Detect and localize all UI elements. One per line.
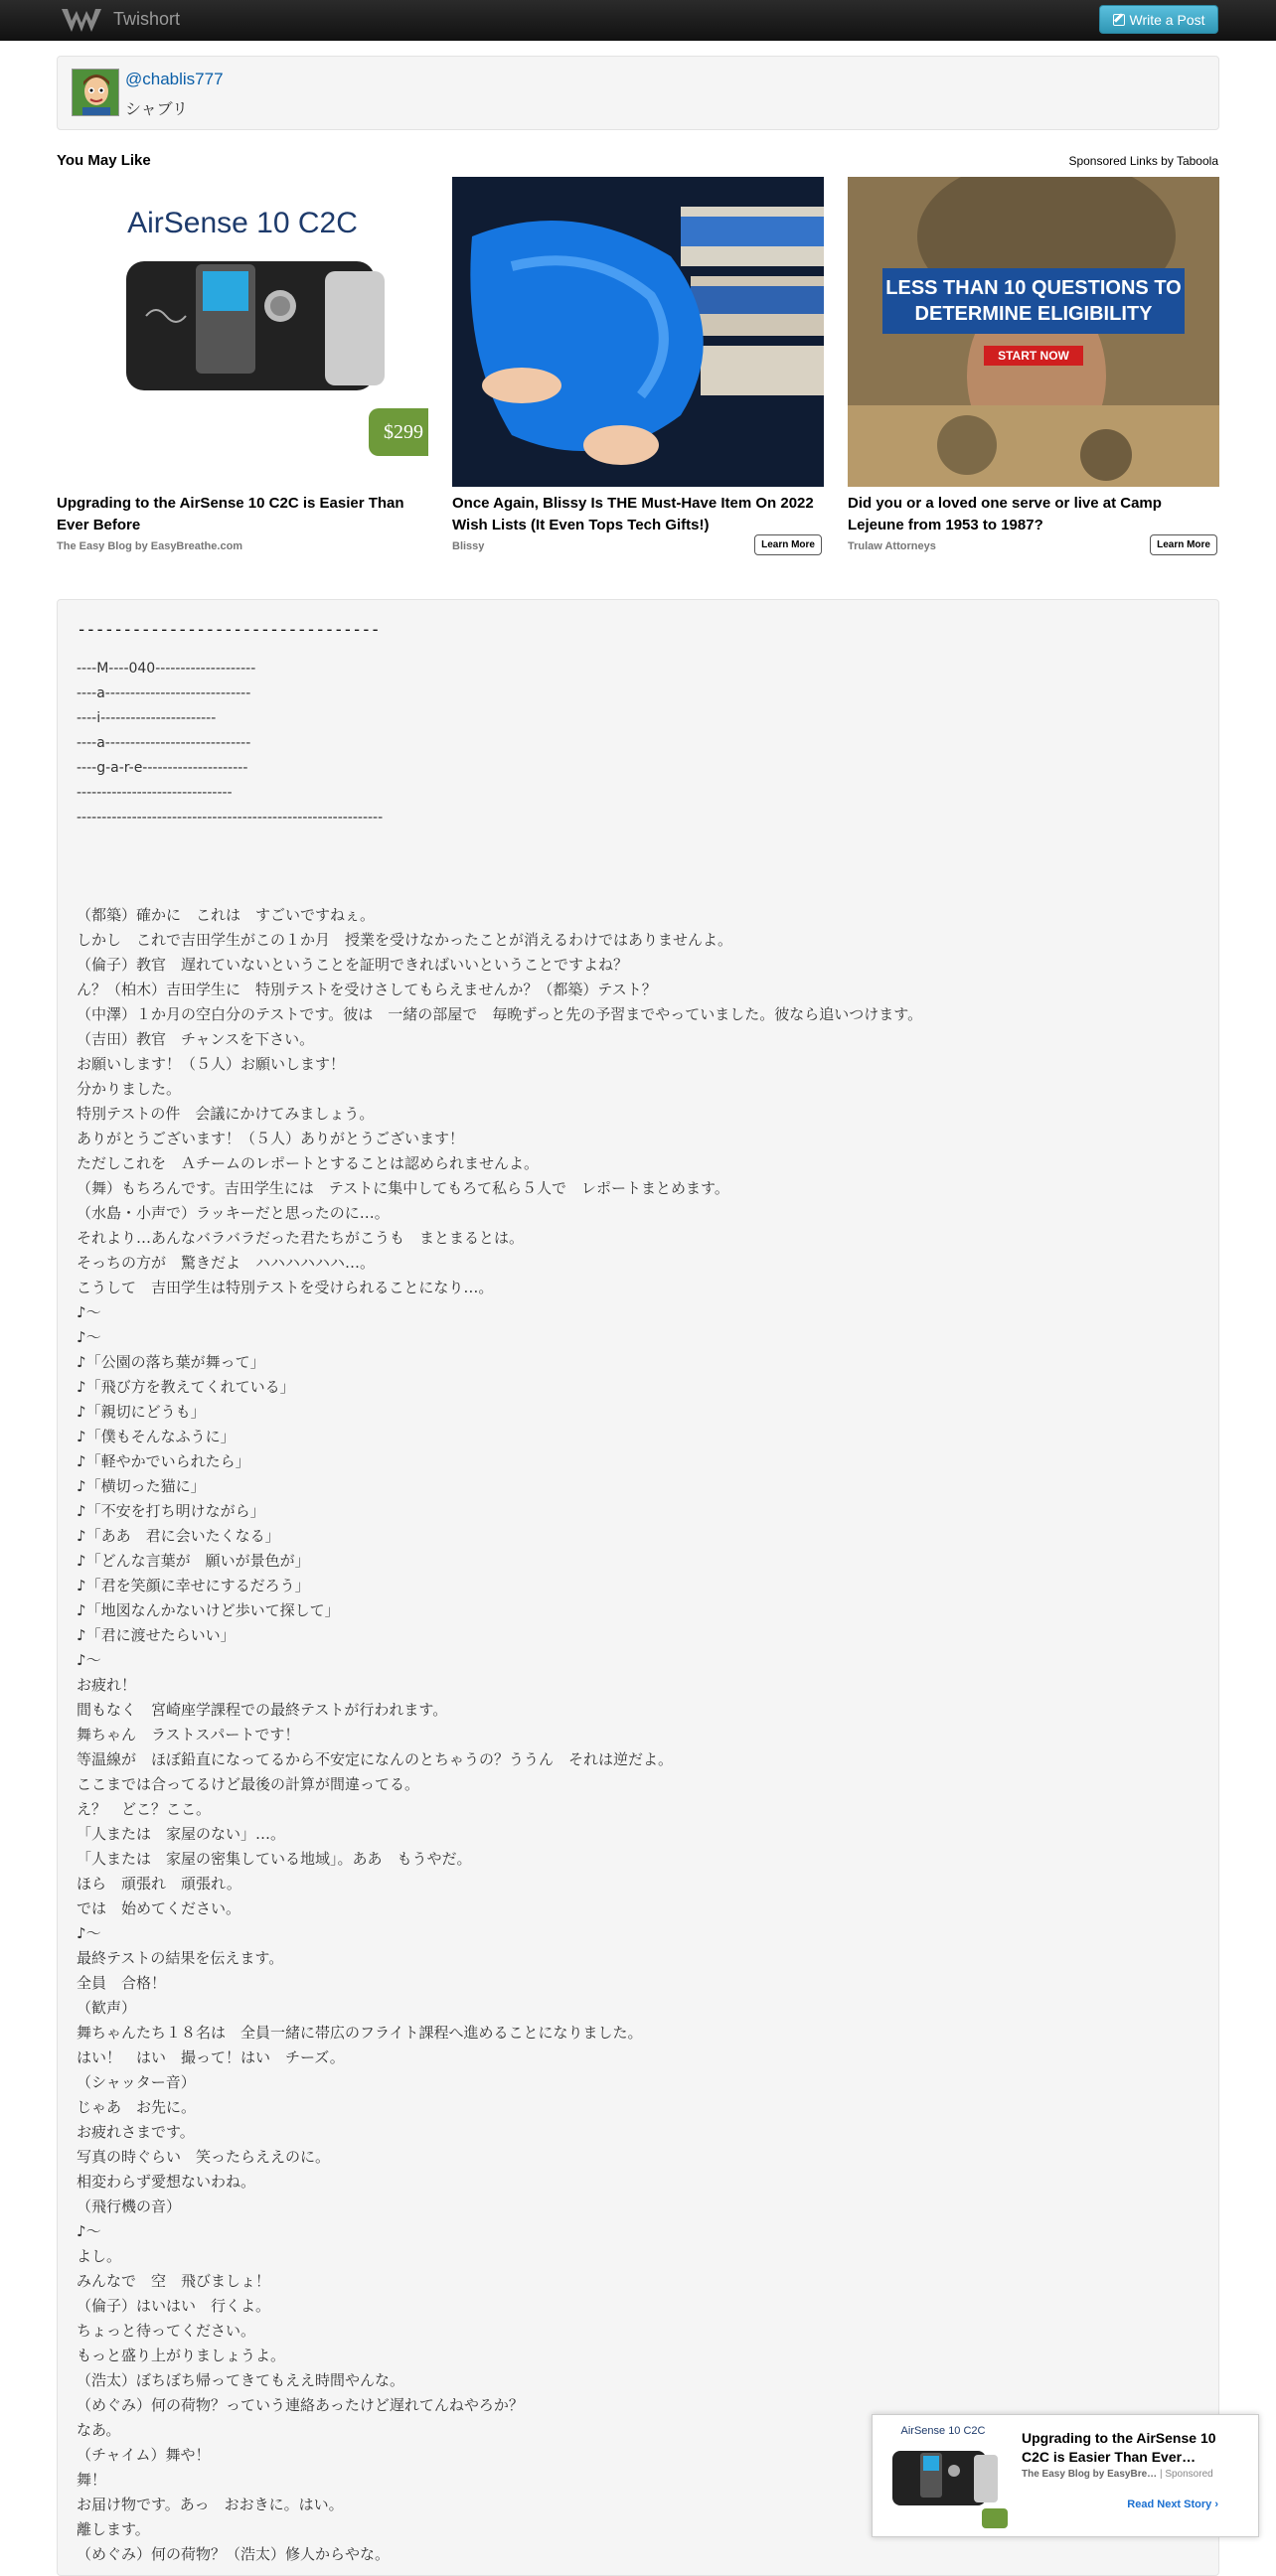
post-line: （倫子）教官 遅れていないということを証明できればいいということですよね？ <box>77 956 629 974</box>
author-handle-link[interactable]: @chablis777 <box>125 70 224 88</box>
learn-more-button[interactable]: Learn More <box>1150 534 1217 555</box>
post-line: （めぐみ）何の荷物？（浩太）修人からやな。 <box>77 2545 391 2563</box>
post-header-line: ----i----------------------- <box>77 710 217 726</box>
post-line: ほら 頑張れ 頑張れ。 <box>77 1875 241 1893</box>
post-line: （歓声） <box>77 1999 137 2017</box>
post-line: なあ。 <box>77 2421 121 2439</box>
post-line: （浩太）ぼちぼち帰ってきてもええ時間やんな。 <box>77 2371 405 2389</box>
ad-source[interactable]: The Easy Blog by EasyBreathe.com <box>57 540 243 552</box>
sponsored-links-label[interactable]: Sponsored Links by Taboola <box>1068 154 1218 168</box>
post-line: ♪「ああ 君に会いたくなる」 <box>77 1527 280 1545</box>
post-header-line: ----M----040-------------------- <box>77 661 256 677</box>
learn-more-button[interactable]: Learn More <box>754 534 822 555</box>
ad-image-caption: AirSense 10 C2C <box>127 207 358 239</box>
post-line: （倫子）はいはい 行くよ。 <box>77 2297 271 2315</box>
post-line: 最終テストの結果を伝えます。 <box>77 1949 284 1967</box>
post-line: そっちの方が 驚きだよ ハハハハハハ…。 <box>77 1254 376 1272</box>
sponsored-badge: | Sponsored <box>1159 2469 1213 2480</box>
post-line: はい！ はい 撮って！はい チーズ。 <box>77 2048 345 2066</box>
post-line: ただしこれを Ａチームのレポートとすることは認められませんよ。 <box>77 1154 540 1172</box>
post-line: ♪～ <box>77 1651 101 1669</box>
post-line: じゃあ お先に。 <box>77 2098 197 2116</box>
post-body <box>77 903 922 2567</box>
post-line: 特別テストの件 会議にかけてみましょう。 <box>77 1105 375 1123</box>
start-now-label: START NOW <box>998 349 1069 363</box>
post-line: ♪「地図なんかないけど歩いて探して」 <box>77 1601 340 1619</box>
post-header-line: ----g-a-r-e--------------------- <box>77 760 248 776</box>
author-panel <box>57 56 1219 130</box>
post-line: 舞！ <box>77 2471 107 2489</box>
post-line: 写真の時ぐらい 笑ったらええのに。 <box>77 2148 331 2166</box>
post-line: （舞）もちろんです。吉田学生には テストに集中してもろて私ら５人で レポートまとめます。 <box>77 1179 729 1197</box>
post-line: 「人または 家屋の密集している地域」。ああ もうやだ。 <box>77 1850 472 1868</box>
post-line: ♪「僕もそんなふうに」 <box>77 1428 236 1445</box>
ad-image[interactable] <box>452 177 824 487</box>
post-line: ♪「どんな言葉が 願いが景色が」 <box>77 1552 310 1570</box>
write-post-label: Write a Post <box>1129 11 1205 28</box>
post-header-line: ------------------------------------------------------------- <box>77 810 384 826</box>
post-line: 相変わらず愛想ないわね。 <box>77 2173 256 2191</box>
post-line: しかし これで吉田学生がこの１か月 授業を受けなかったことが消えるわけではありませんよ。 <box>77 931 733 949</box>
post-line: お疲れ！ <box>77 1676 137 1694</box>
post-line: お届け物です。あっ おおきに。はい。 <box>77 2496 344 2513</box>
recommendation-card[interactable] <box>57 177 428 552</box>
post-line: （めぐみ）何の荷物？っていう連絡あったけど遅れてんねやろか？ <box>77 2396 524 2414</box>
post-line: ♪「親切にどうも」 <box>77 1403 206 1421</box>
post-line: ♪「飛び方を教えてくれている」 <box>77 1378 295 1396</box>
post-line: （飛行機の音） <box>77 2197 182 2215</box>
avatar-image-icon <box>73 70 119 116</box>
ad-source[interactable]: Blissy <box>452 540 485 552</box>
post-line: （水島・小声で）ラッキーだと思ったのに…。 <box>77 1204 390 1222</box>
author-display-name: シャブリ <box>125 99 189 118</box>
post-line: 分かりました。 <box>77 1080 182 1098</box>
post-line: よし。 <box>77 2247 122 2265</box>
next-story-image-caption: AirSense 10 C2C <box>900 2425 986 2437</box>
post-line: ♪「軽やかでいられたら」 <box>77 1452 250 1470</box>
post-line: （シャッター音） <box>77 2073 196 2091</box>
post-line: ちょっと待ってください。 <box>77 2322 256 2340</box>
post-line: それより…あんなバラバラだった君たちがこうも まとまるとは。 <box>77 1229 525 1247</box>
post-line: 間もなく 宮崎座学課程での最終テストが行われます。 <box>77 1701 448 1719</box>
ad-title[interactable]: Upgrading to the AirSense 10 C2C is Easier Than Ever Before <box>57 495 404 533</box>
edit-icon <box>1113 14 1125 26</box>
next-story-widget[interactable] <box>872 2414 1259 2537</box>
top-navbar <box>0 0 1276 41</box>
post-line: みんなで 空 飛びましょ！ <box>77 2272 271 2290</box>
post-line: （中澤）１か月の空白分のテストです。彼は 一緒の部屋で 毎晩ずっと先の予習までやっていました。彼なら追いつけます。 <box>77 1005 923 1023</box>
avatar[interactable] <box>72 69 119 116</box>
ad-image[interactable] <box>57 177 428 487</box>
recommendations-title: You May Like <box>57 152 151 169</box>
post-header-line: ----a----------------------------- <box>77 735 251 751</box>
next-story-source <box>1022 2469 1213 2480</box>
post-header-block <box>77 657 383 831</box>
post-content <box>57 599 1219 2576</box>
post-line: 等温線が ほぼ鉛直になってるから不安定になんのとちゃうの？ううん それは逆だよ。 <box>77 1750 674 1768</box>
post-line: では 始めてください。 <box>77 1899 241 1917</box>
price-tag-label: $299 <box>384 420 423 443</box>
post-divider: --------------------------------- <box>77 620 380 640</box>
brand-name[interactable]: Twishort <box>113 9 181 29</box>
ad-image[interactable] <box>848 177 1219 487</box>
eligibility-banner <box>882 268 1185 334</box>
post-line: ♪「公園の落ち葉が舞って」 <box>77 1353 265 1371</box>
post-line: もっと盛り上がりましょうよ。 <box>77 2347 286 2364</box>
cpap-device-icon <box>878 2421 1008 2532</box>
post-line: ♪～ <box>77 2222 101 2240</box>
post-line: お願いします！（５人）お願いします！ <box>77 1055 346 1073</box>
post-line: 全員 合格！ <box>77 1974 167 1992</box>
post-line: ♪～ <box>77 1924 101 1942</box>
eligibility-banner-text: LESS THAN 10 QUESTIONS TO DETERMINE ELIGIBILITY <box>885 277 1182 325</box>
recommendation-card[interactable] <box>452 177 824 552</box>
next-story-source-name[interactable]: The Easy Blog by EasyBre… <box>1022 2469 1158 2480</box>
post-line: 離します。 <box>77 2520 150 2538</box>
ad-source[interactable]: Trulaw Attorneys <box>848 540 936 552</box>
start-now-badge <box>984 346 1083 366</box>
next-story-title[interactable]: Upgrading to the AirSense 10 C2C is Easier Than Ever… <box>1022 2430 1216 2465</box>
ad-title[interactable]: Did you or a loved one serve or live at Camp Lejeune from 1953 to 1987? <box>848 495 1162 533</box>
price-tag <box>369 408 428 456</box>
post-line: ♪「君に渡せたらいい」 <box>77 1626 236 1644</box>
ad-title[interactable]: Once Again, Blissy Is THE Must-Have Item On 2022 Wish Lists (It Even Tops Tech Gifts!) <box>452 495 814 533</box>
post-line: 舞ちゃん ラストスパートです！ <box>77 1726 300 1743</box>
post-line: （チャイム）舞や！ <box>77 2446 211 2464</box>
post-line: （吉田）教官 チャンスを下さい。 <box>77 1030 315 1048</box>
post-line: ♪「横切った猫に」 <box>77 1477 206 1495</box>
post-header-line: ----a----------------------------- <box>77 685 251 701</box>
post-line: お疲れさまです。 <box>77 2123 195 2141</box>
post-line: 舞ちゃんたち１８名は 全員一緒に帯広のフライト課程へ進めることになりました。 <box>77 2024 643 2042</box>
read-next-story-link[interactable]: Read Next Story › <box>1127 2499 1218 2510</box>
post-line: こうして 吉田学生は特別テストを受けられることになり…。 <box>77 1279 494 1296</box>
post-line: ♪「君を笑顔に幸せにするだろう」 <box>77 1577 310 1594</box>
post-line: ♪～ <box>77 1328 101 1346</box>
silk-pillowcase-icon <box>452 177 824 487</box>
next-story-image[interactable] <box>878 2421 1008 2532</box>
post-header-line: ------------------------------- <box>77 785 233 801</box>
recommendation-card[interactable] <box>848 177 1219 552</box>
post-line: え？ どこ？ここ。 <box>77 1800 212 1818</box>
post-line: ん？（柏木）吉田学生に 特別テストを受けさしてもらえませんか？（都築）テスト？ <box>77 981 657 998</box>
post-line: （都築）確かに これは すごいですねぇ。 <box>77 906 376 924</box>
twishort-logo-icon[interactable] <box>60 7 103 34</box>
post-line: ♪～ <box>77 1303 101 1321</box>
post-line: ♪「不安を打ち明けながら」 <box>77 1502 265 1520</box>
write-post-button[interactable] <box>1099 5 1218 34</box>
post-line: ありがとうございます！（５人）ありがとうございます！ <box>77 1130 465 1147</box>
post-line: 「人または 家屋のない」…。 <box>77 1825 286 1843</box>
post-line: ここまでは合ってるけど最後の計算が間違ってる。 <box>77 1775 420 1793</box>
